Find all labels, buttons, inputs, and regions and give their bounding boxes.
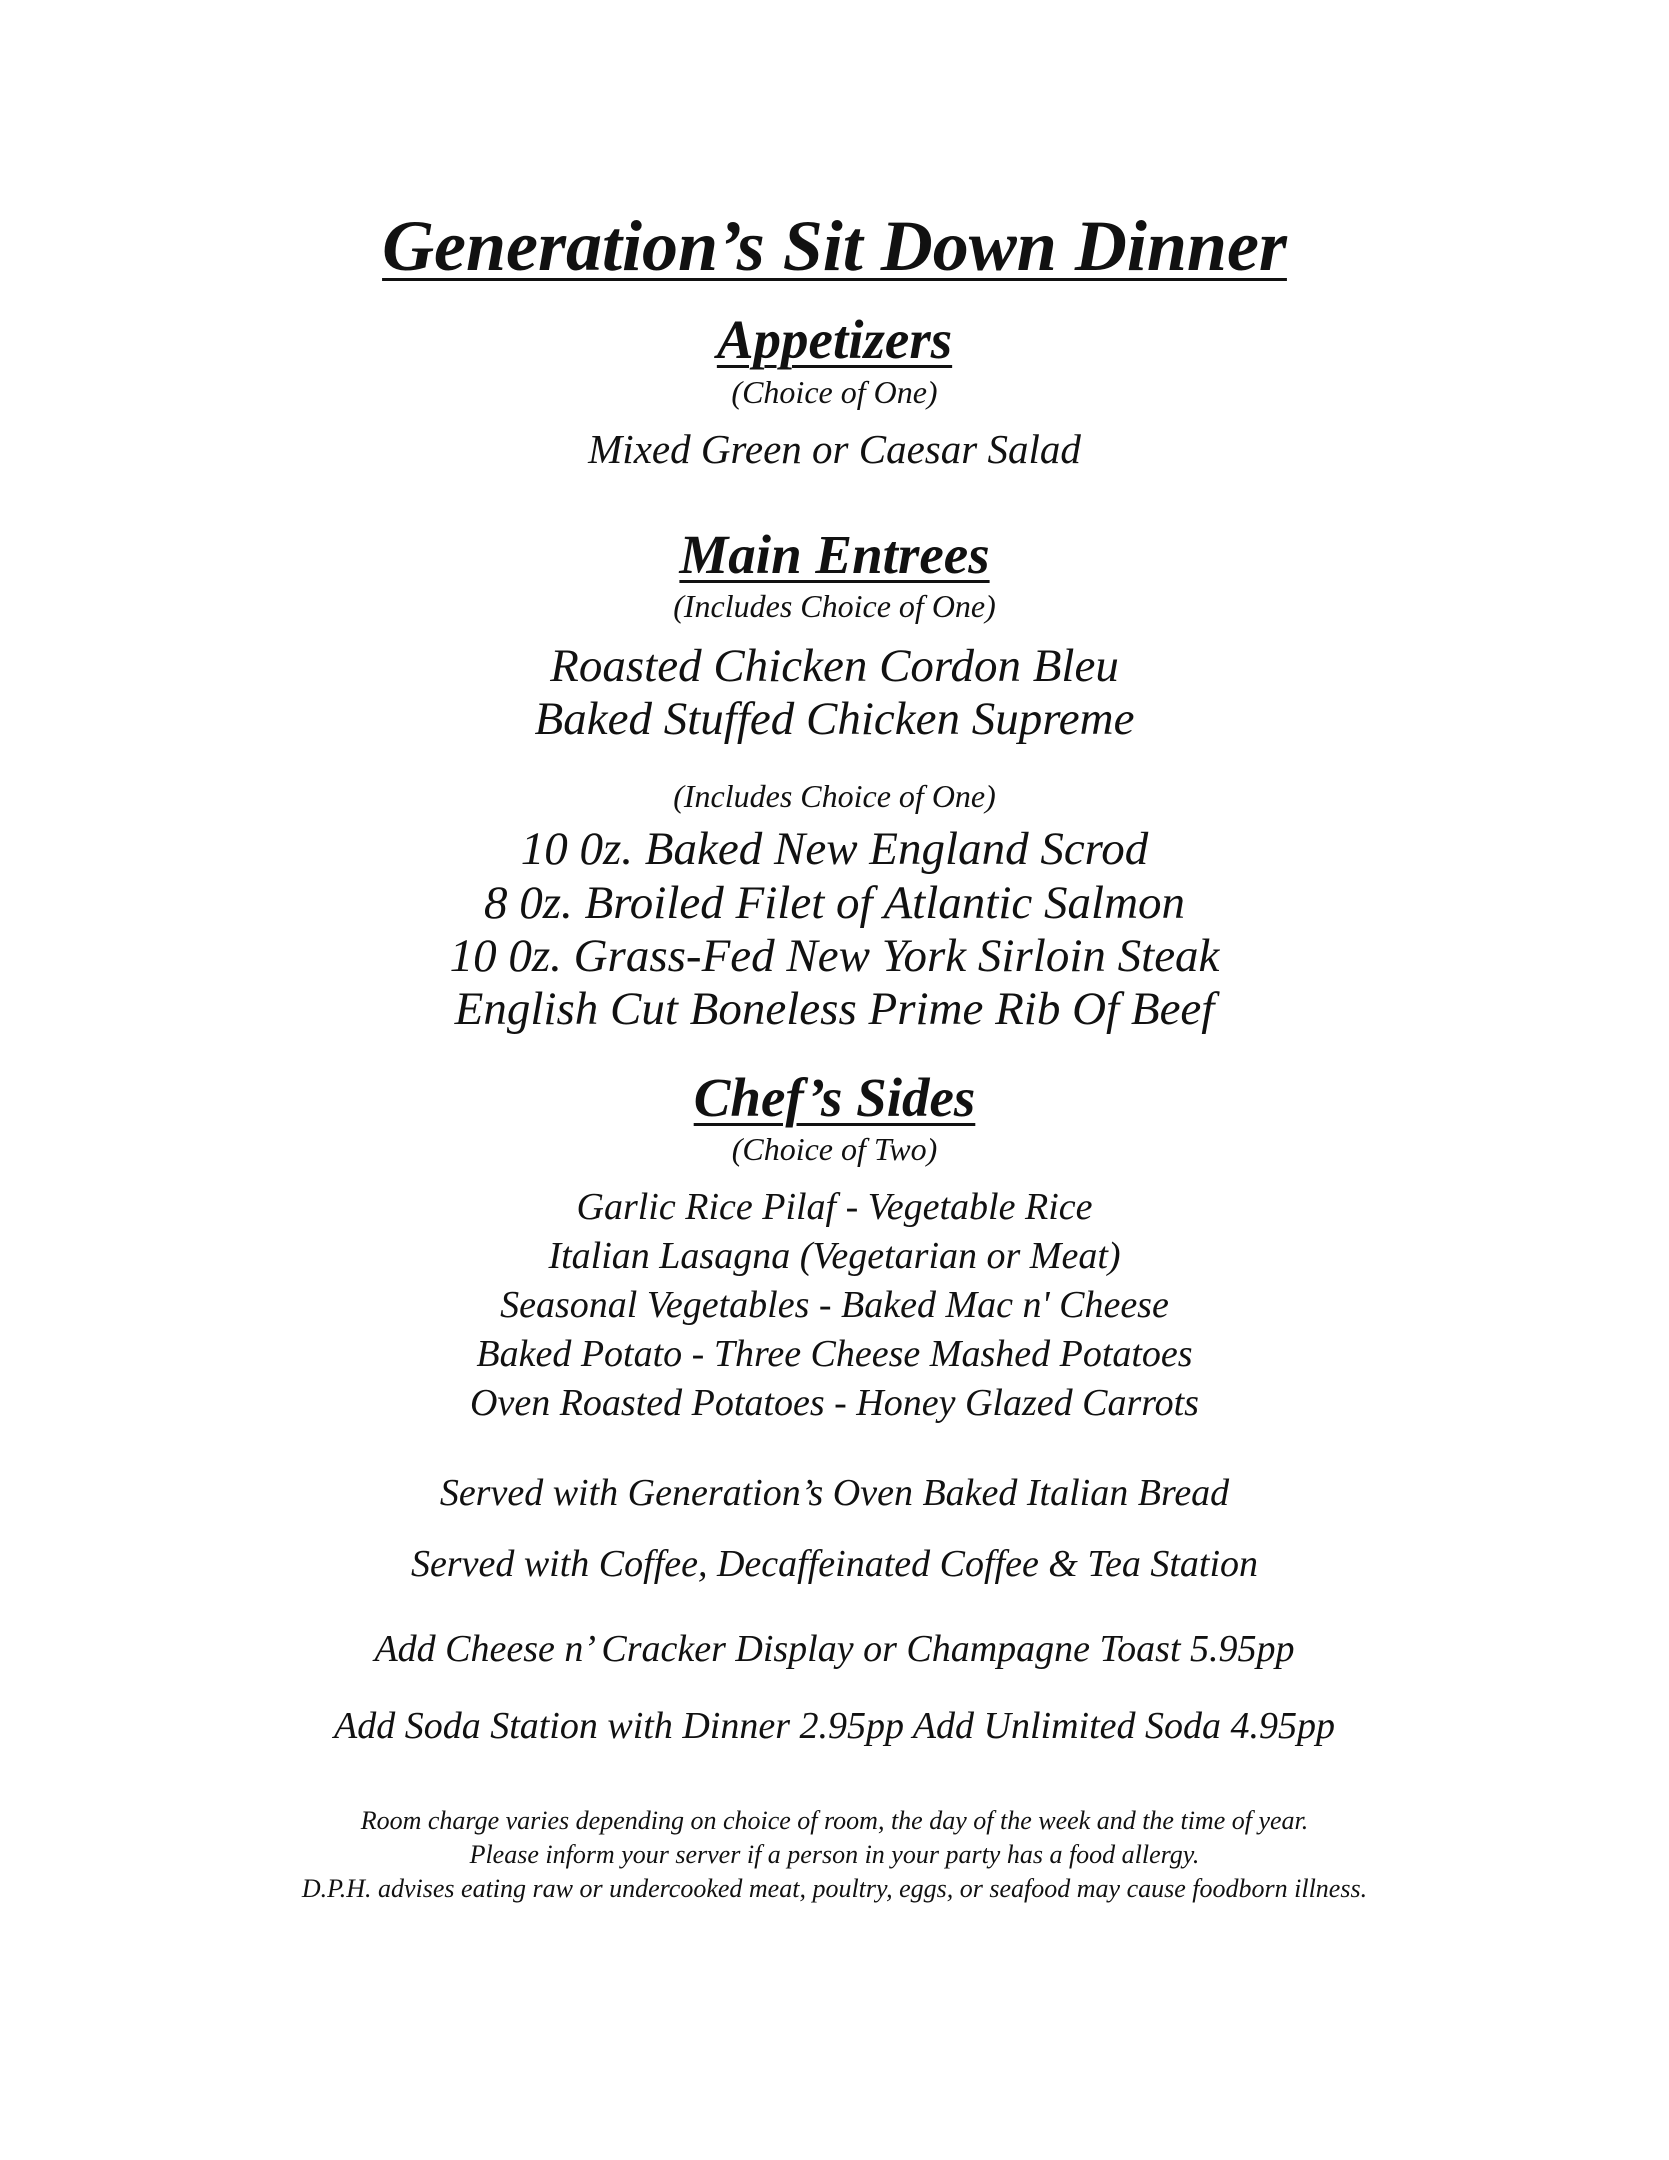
side-item: Oven Roasted Potatoes - Honey Glazed Carrots [470,1382,1199,1424]
side-item: Italian Lasagna (Vegetarian or Meat) [548,1235,1121,1277]
appetizers-heading: Appetizers [716,309,953,370]
entree-item: English Cut Boneless Prime Rib Of Beef [454,983,1215,1035]
appetizers-note: (Choice of One) [731,374,938,410]
served-with-bread: Served with Generation’s Oven Baked Italian Bread [439,1472,1230,1514]
main-entrees-note-2: (Includes Choice of One) [673,778,996,814]
main-entrees-heading: Main Entrees [679,524,990,585]
chefs-sides-note: (Choice of Two) [731,1131,938,1167]
entree-item: 8 0z. Broiled Filet of Atlantic Salmon [483,877,1186,929]
served-with-coffee: Served with Coffee, Decaffeinated Coffee & Tea Station [410,1543,1259,1585]
add-on-soda: Add Soda Station with Dinner 2.95pp Add Unlimited Soda 4.95pp [333,1705,1335,1747]
menu-title: Generation’s Sit Down Dinner [382,206,1287,286]
fine-print-allergy: Please inform your server if a person in your party has a food allergy. [469,1840,1200,1869]
appetizer-item: Mixed Green or Caesar Salad [588,426,1081,472]
chefs-sides-heading: Chef’s Sides [693,1067,976,1128]
side-item: Baked Potato - Three Cheese Mashed Potatoes [476,1333,1193,1375]
entree-item: Roasted Chicken Cordon Bleu [550,640,1119,692]
add-on-cheese-champagne: Add Cheese n’ Cracker Display or Champagne Toast 5.95pp [374,1628,1295,1670]
entree-item: Baked Stuffed Chicken Supreme [534,693,1135,745]
fine-print-room-charge: Room charge varies depending on choice of room, the day of the week and the time of year. [360,1806,1309,1835]
fine-print-dph: D.P.H. advises eating raw or undercooked meat, poultry, eggs, or seafood may cause foodborn illness. [301,1874,1368,1903]
entree-item: 10 0z. Grass-Fed New York Sirloin Steak [449,930,1220,982]
side-item: Seasonal Vegetables - Baked Mac n' Cheese [500,1284,1169,1326]
side-item: Garlic Rice Pilaf - Vegetable Rice [576,1186,1093,1228]
entree-item: 10 0z. Baked New England Scrod [520,823,1149,875]
main-entrees-note-1: (Includes Choice of One) [673,588,996,624]
